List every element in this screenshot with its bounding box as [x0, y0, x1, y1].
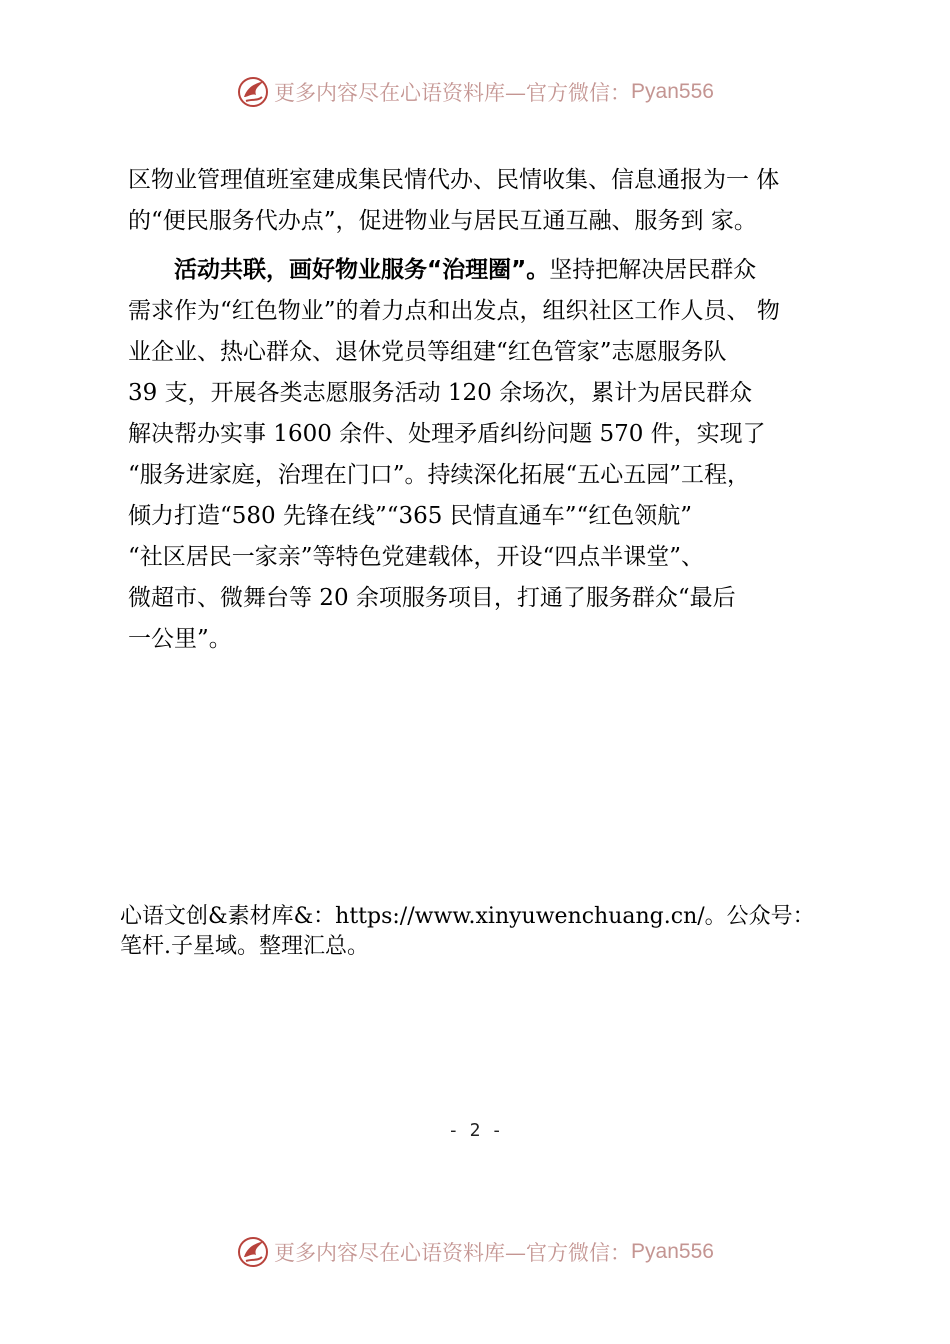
body-line: 39 支，开展各类志愿服务活动 120 余场次，累计为居民群众 [128, 380, 753, 406]
source-line-1: 心语文创&素材库&：https://www.xinyuwenchuang.cn/。公众号： [120, 904, 815, 929]
body-line: 一公里”。 [128, 626, 232, 652]
body-line: 业企业、热心群众、退休党员等组建“红色管家”志愿服务队 [128, 339, 727, 365]
body-line: “服务进家庭，治理在门口”。持续深化拓展“五心五园”工程， [128, 462, 751, 488]
paragraph-lead-line [128, 250, 828, 291]
body-line: 的“便民服务代办点”，促进物业与居民互通互融、服务到 家。 [128, 208, 757, 234]
body-line: 倾力打造“580 先锋在线”“365 民情直通车”“红色领航” [128, 503, 692, 529]
banner-text: 更多内容尽在心语资料库—官方微信： [274, 81, 632, 105]
paragraph-lead-rest: 坚持把解决居民群众 [549, 257, 757, 283]
body-line: 解决帮办实事 1600 余件、处理矛盾纠纷问题 570 件，实现了 [128, 421, 766, 447]
source-note [120, 902, 850, 962]
red-phoenix-logo-icon [236, 1235, 270, 1269]
body-line: “社区居民一家亲”等特色党建载体，开设“四点半课堂”、 [128, 544, 705, 570]
banner-text: 更多内容尽在心语资料库—官方微信： [274, 1241, 632, 1265]
header-banner [0, 72, 950, 112]
source-line-2: 笔杆.子星域。整理汇总。 [120, 934, 369, 959]
document-body [128, 160, 828, 660]
page-number: - 2 - [447, 1120, 503, 1141]
body-line: 需求作为“红色物业”的着力点和出发点，组织社区工作人员、 物 [128, 298, 780, 324]
red-phoenix-logo-icon [236, 75, 270, 109]
footer-banner [0, 1232, 950, 1272]
body-line: 区物业管理值班室建成集民情代办、民情收集、信息通报为一 体 [128, 167, 780, 193]
banner-wechat-id: Pyan556 [631, 80, 714, 103]
paragraph-heading: 活动共联，画好物业服务“治理圈”。 [174, 257, 550, 283]
banner-wechat-id: Pyan556 [631, 1240, 714, 1263]
body-line: 微超市、微舞台等 20 余项服务项目，打通了服务群众“最后 [128, 585, 736, 611]
